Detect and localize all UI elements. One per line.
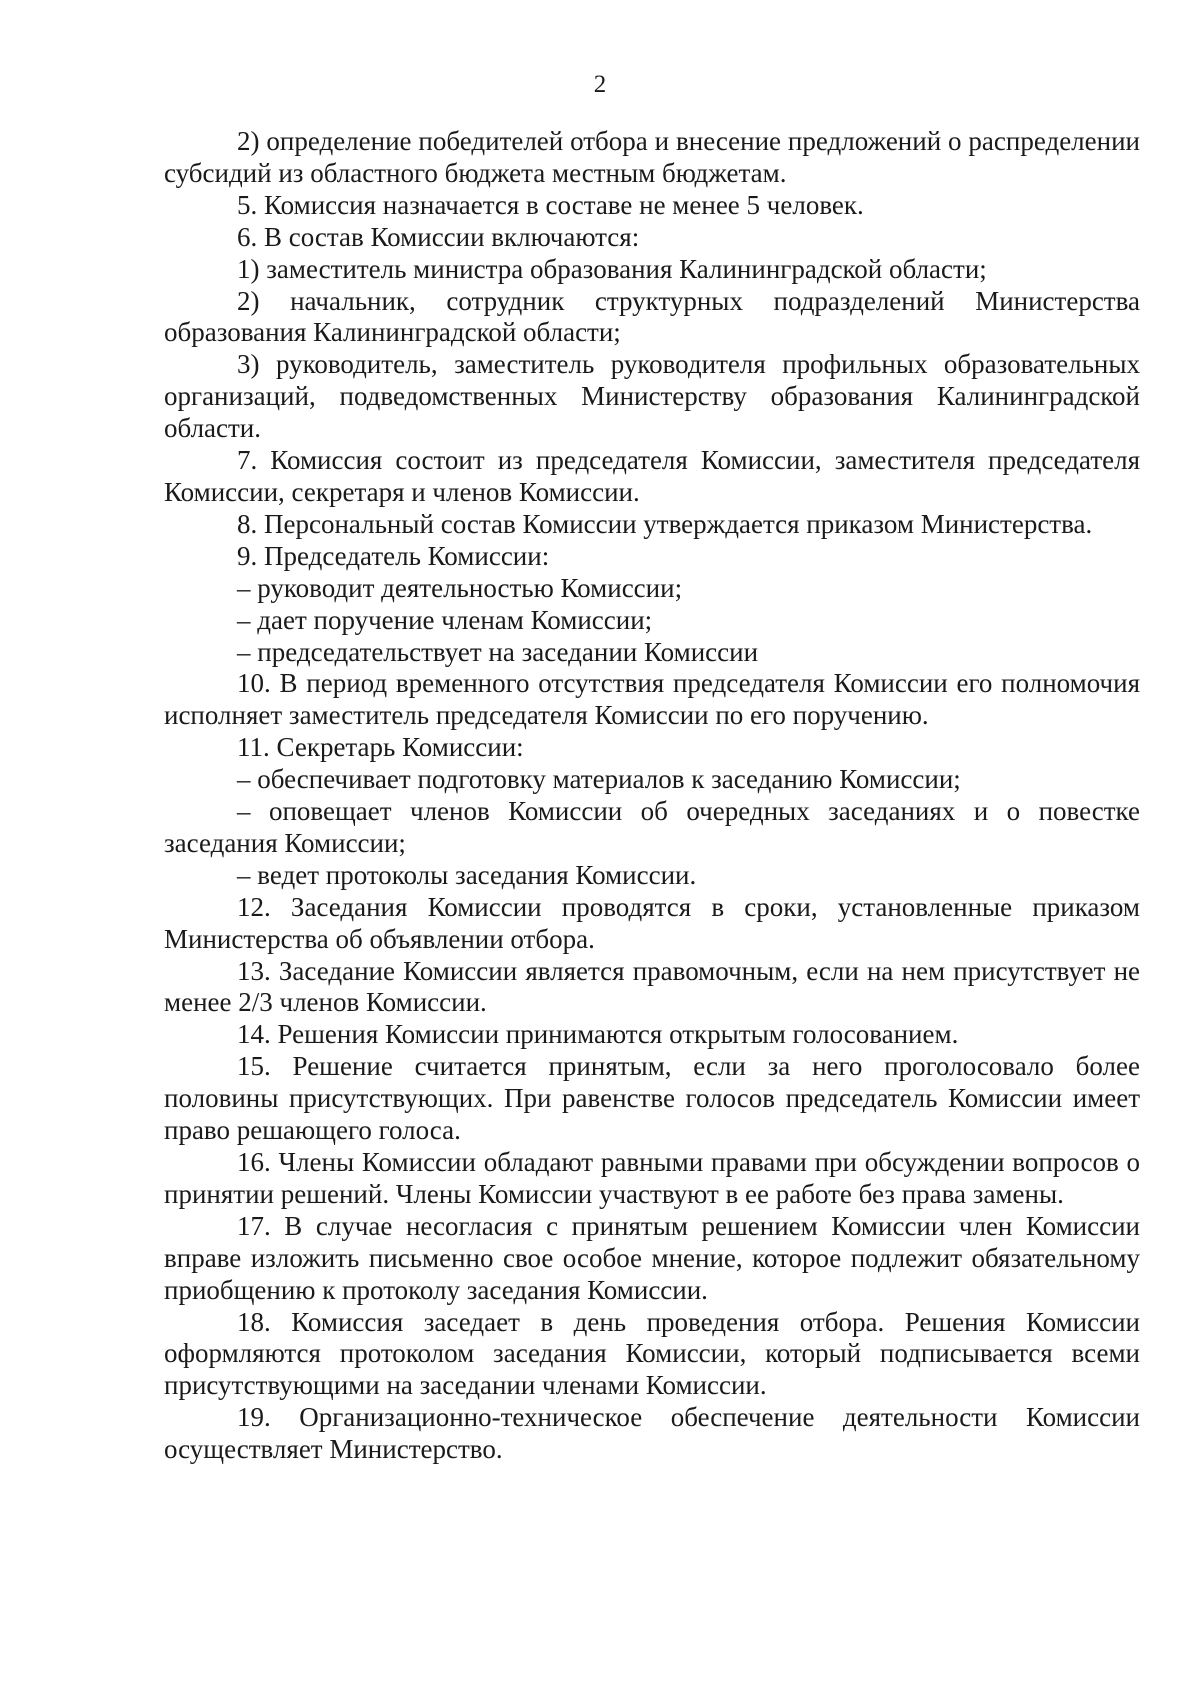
page-number: 2 (593, 71, 607, 98)
paragraph-10: 10. В период временного отсутствия председателя Комиссии его полномочия исполняет заместитель председателя Комиссии по его поручению. (164, 668, 1140, 731)
paragraph-19: 19. Организационно-техническое обеспечение деятельности Комиссии осуществляет Министерство. (164, 1402, 1140, 1465)
paragraph-9-dash-1: – руководит деятельностью Комиссии; (237, 572, 683, 603)
paragraph-18: 18. Комиссия заседает в день проведения отбора. Решения Комиссии оформляются протоколом заседания Комиссии, который подписывается всеми присутствующими на заседании членами Комиссии. (164, 1306, 1140, 1401)
paragraph-6-item-3: 3) руководитель, заместитель руководителя профильных образовательных организаций, подведомственных Министерству образования Калининградской области. (164, 349, 1140, 444)
paragraph-5: 5. Комиссия назначается в составе не менее 5 человек. (237, 189, 864, 220)
paragraph-14: 14. Решения Комиссии принимаются открытым голосованием. (237, 1019, 959, 1050)
paragraph-16: 16. Члены Комиссии обладают равными правами при обсуждении вопросов о принятии решений. Члены Комиссии участвуют в ее работе без права замены. (164, 1147, 1140, 1209)
paragraph-9: 9. Председатель Комиссии: (237, 540, 550, 571)
paragraph-11: 11. Секретарь Комиссии: (237, 732, 524, 763)
paragraph-11-dash-1: – обеспечивает подготовку материалов к заседанию Комиссии; (237, 764, 961, 795)
paragraph-6-item-1: 1) заместитель министра образования Калининградской области; (237, 253, 987, 284)
paragraph-7: 7. Комиссия состоит из председателя Комиссии, заместителя председателя Комиссии, секретаря и членов Комиссии. (164, 445, 1140, 507)
paragraph-subitem-2-winners: 2) определение победителей отбора и внесение предложений о распределении субсидий из областного бюджета местным бюджетам. (164, 126, 1140, 188)
paragraph-9-dash-2: – дает поручение членам Комиссии; (237, 604, 653, 635)
paragraph-12: 12. Заседания Комиссии проводятся в сроки, установленные приказом Министерства об объявлении отбора. (164, 891, 1140, 954)
paragraph-9-dash-3: – председательствует на заседании Комиссии (237, 636, 759, 667)
paragraph-11-dash-2: – оповещает членов Комиссии об очередных заседаниях и о повестке заседания Комиссии; (164, 796, 1140, 858)
paragraph-11-dash-3: – ведет протоколы заседания Комиссии. (237, 859, 697, 890)
paragraph-6-item-2: 2) начальник, сотрудник структурных подразделений Министерства образования Калининградской области; (164, 285, 1140, 348)
paragraph-13: 13. Заседание Комиссии является правомочным, если на нем присутствует не менее 2/3 членов Комиссии. (164, 955, 1140, 1018)
document-body (164, 126, 1140, 1466)
paragraph-15: 15. Решение считается принятым, если за него проголосовало более половины присутствующих. При равенстве голосов председатель Комиссии имеет право решающего голоса. (164, 1051, 1140, 1146)
paragraph-17: 17. В случае несогласия с принятым решением Комиссии член Комиссии вправе изложить письменно свое особое мнение, которое подлежит обязательному приобщению к протоколу заседания Комиссии. (164, 1210, 1140, 1305)
paragraph-8: 8. Персональный состав Комиссии утверждается приказом Министерства. (237, 508, 1093, 539)
paragraph-6: 6. В состав Комиссии включаются: (237, 221, 640, 252)
